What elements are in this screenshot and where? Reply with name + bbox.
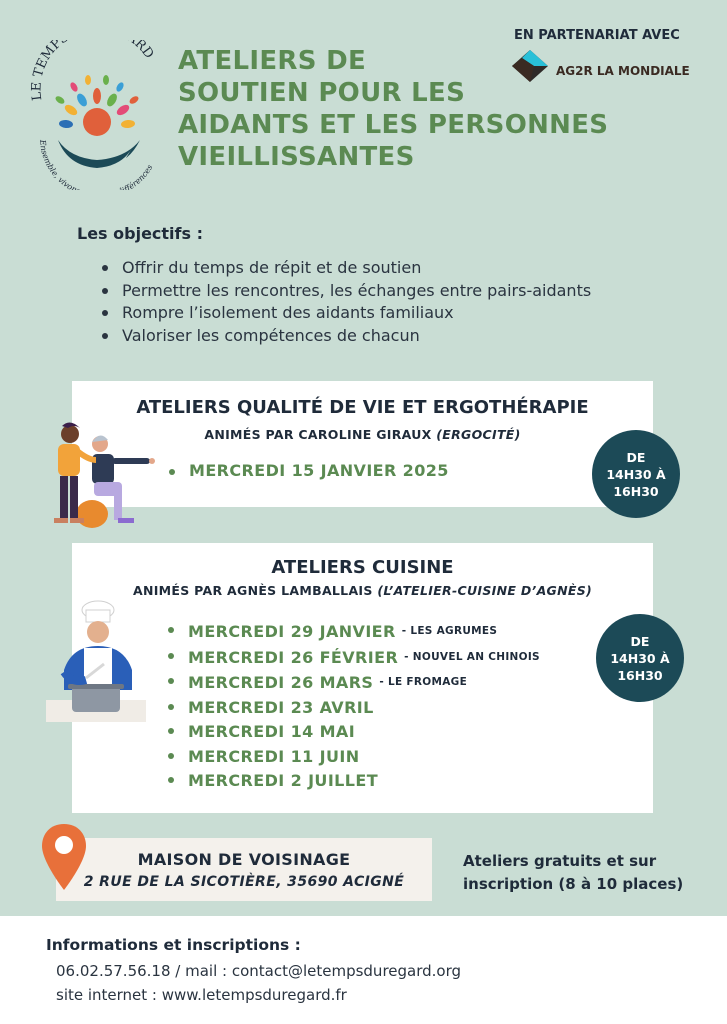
list-item: MERCREDI 26 FÉVRIER - NOUVEL AN CHINOIS [166, 645, 540, 671]
logo-top-text: LE TEMP RD [30, 40, 157, 102]
partner-label: EN PARTENARIAT AVEC [514, 28, 680, 43]
objectives-heading: Les objectifs : [77, 224, 203, 243]
footer [0, 916, 727, 1024]
list-item: MERCREDI 23 AVRIL [166, 696, 540, 721]
time-badge: DE 14H30 À 16H30 [592, 430, 680, 518]
location-address: 2 RUE DE LA SICOTIÈRE, 35690 ACIGNÉ [83, 874, 405, 890]
title-line-3: AIDANTS ET LES PERSONNES [178, 110, 609, 140]
list-item: Permettre les rencontres, les échanges entre pairs-aidants [100, 280, 660, 303]
list-item: Valoriser les compétences de chacun [100, 325, 660, 348]
time-badge: DE 14H30 À 16H30 [596, 614, 684, 702]
list-item: MERCREDI 2 JUILLET [166, 769, 540, 794]
title-line-4: VIEILLISSANTES [178, 142, 415, 172]
workshop-dates [166, 619, 540, 794]
caregiver-illustration-icon [40, 420, 160, 530]
website-line: site internet : www.letempsduregard.fr [56, 986, 347, 1004]
chef-illustration-icon [42, 600, 147, 725]
objectives-list [100, 257, 660, 347]
partner-logo-icon [510, 48, 550, 86]
hand-icon [58, 140, 140, 168]
workshop-animator: ANIMÉS PAR AGNÈS LAMBALLAIS (L’ATELIER-CUISINE D’AGNÈS) [132, 583, 593, 598]
organization-logo [30, 40, 165, 190]
free-registration-note: Ateliers gratuits et sur inscription (8 à 10 places) [463, 852, 684, 893]
list-item: MERCREDI 11 JUIN [166, 745, 540, 770]
location-box [56, 838, 432, 901]
contact-line: 06.02.57.56.18 / mail : contact@letempsduregard.org [56, 962, 462, 980]
title-line-2: SOUTIEN POUR LES [178, 78, 466, 108]
location-name: MAISON DE VOISINAGE [137, 850, 351, 869]
location-pin-icon [40, 822, 88, 894]
list-item: Rompre l’isolement des aidants familiaux [100, 302, 660, 325]
list-item: Offrir du temps de répit et de soutien [100, 257, 660, 280]
workshop-title: ATELIERS QUALITÉ DE VIE ET ERGOTHÉRAPIE [136, 397, 589, 418]
workshop-title: ATELIERS CUISINE [271, 557, 454, 578]
list-item: MERCREDI 26 MARS - LE FROMAGE [166, 670, 540, 696]
list-item: MERCREDI 14 MAI [166, 720, 540, 745]
sun-icon [54, 75, 140, 136]
list-item: MERCREDI 29 JANVIER - LES AGRUMES [166, 619, 540, 645]
title-line-1: ATELIERS DE [178, 46, 367, 76]
workshop-dates [167, 461, 449, 480]
info-heading: Informations et inscriptions : [46, 936, 301, 954]
workshop-card-cooking [72, 543, 653, 813]
list-item: MERCREDI 15 JANVIER 2025 [167, 461, 449, 480]
partner-name: AG2R LA MONDIALE [556, 64, 690, 78]
logo-bottom-text: Ensemble, vivon différences [37, 139, 155, 190]
workshop-animator: ANIMÉS PAR CAROLINE GIRAUX (ERGOCITÉ) [204, 427, 521, 442]
